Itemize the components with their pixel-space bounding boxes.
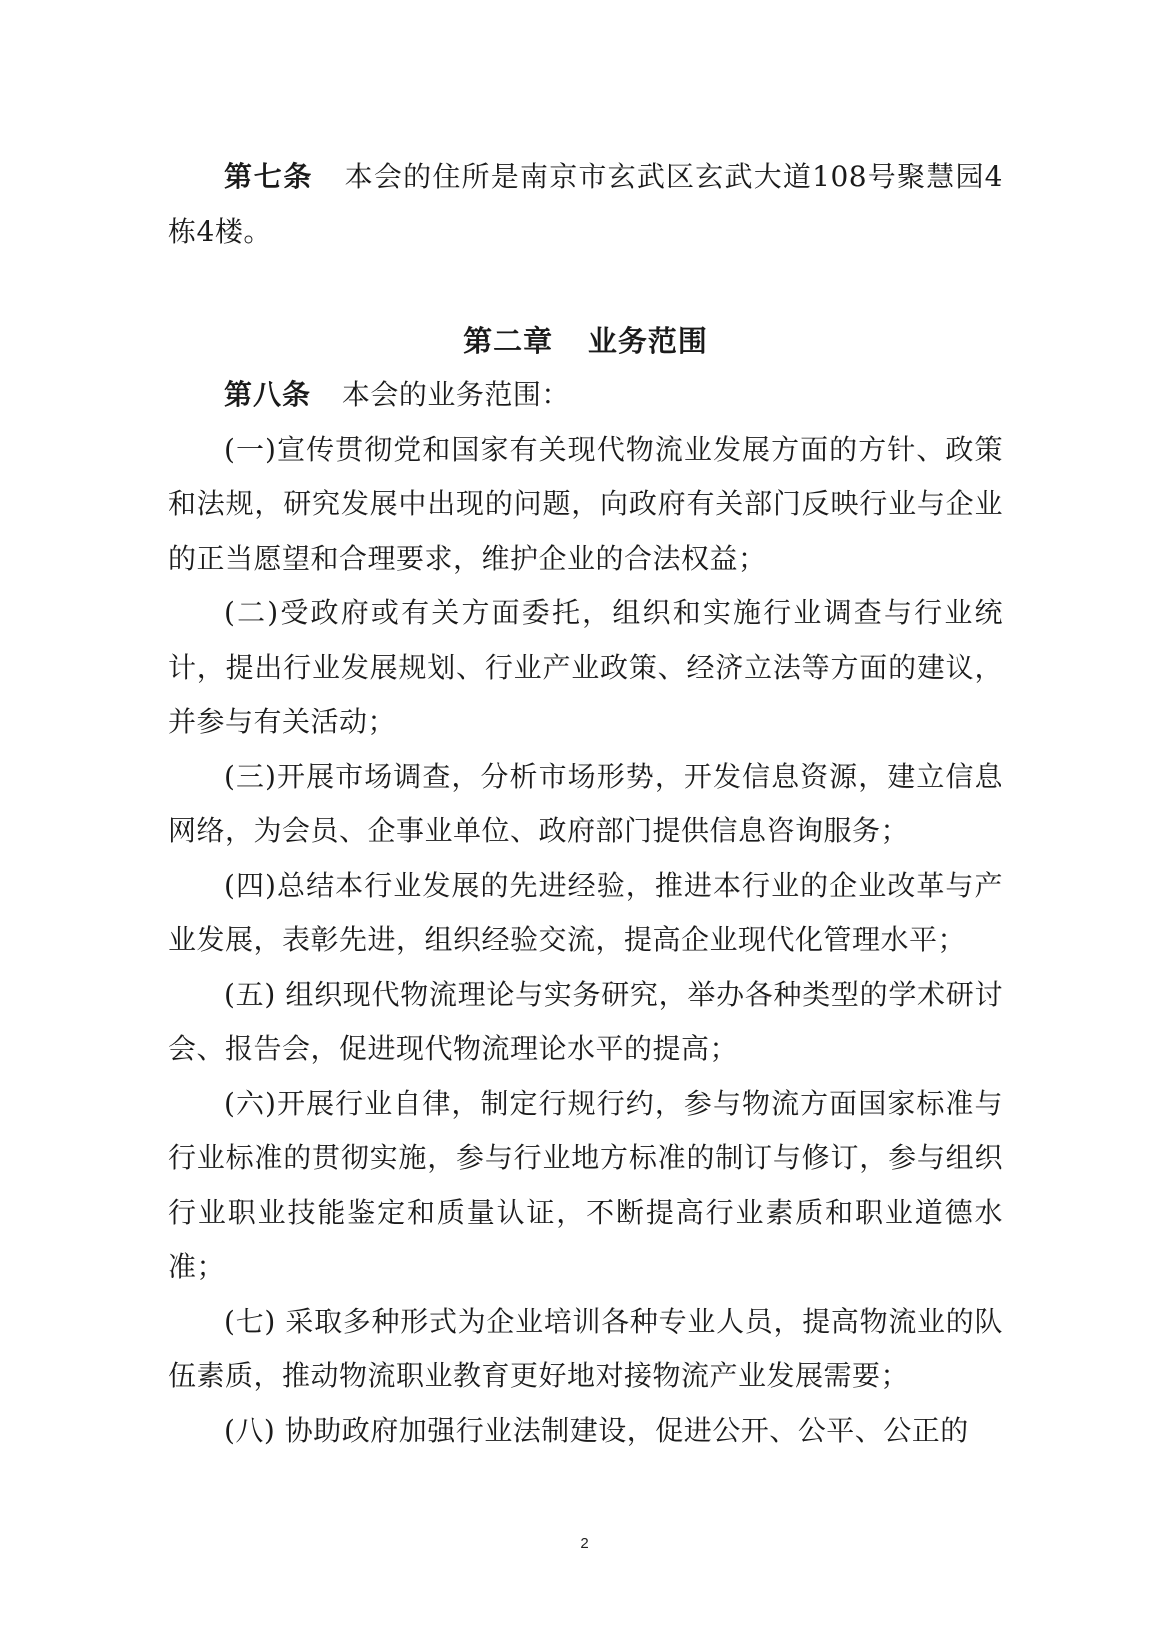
chapter-heading [168, 314, 1003, 368]
page-content [168, 150, 1003, 1458]
list-item: (六)开展行业自律，制定行规行约，参与物流方面国家标准与行业标准的贯彻实施，参与行业地方标准的制订与修订，参与组织行业职业技能鉴定和质量认证，不断提高行业素质和职业道德水准； [168, 1086, 1003, 1283]
list-item: (五) 组织现代物流理论与实务研究，举办各种类型的学术研讨会、报告会，促进现代物流理论水平的提高； [168, 977, 1003, 1065]
article-7 [168, 150, 1003, 259]
list-item: (八) 协助政府加强行业法制建设，促进公开、公平、公正的 [224, 1413, 969, 1447]
page-number: 2 [580, 1535, 589, 1552]
article-7-heading: 第七条 [224, 160, 314, 193]
list-item: (一)宣传贯彻党和国家有关现代物流业发展方面的方针、政策和法规，研究发展中出现的问题，向政府有关部门反映行业与企业的正当愿望和合理要求，维护企业的合法权益； [168, 432, 1003, 575]
article-8-heading: 第八条 [224, 378, 312, 411]
list-item: (七) 采取多种形式为企业培训各种专业人员，提高物流业的队伍素质，推动物流职业教育更好地对接物流产业发展需要； [168, 1304, 1003, 1392]
article-7-text: 本会的住所是南京市玄武区玄武大道108号聚慧园4栋4楼。 [168, 160, 1003, 248]
list-item: (二)受政府或有关方面委托，组织和实施行业调查与行业统计，提出行业发展规划、行业产业政策、经济立法等方面的建议，并参与有关活动； [168, 596, 1003, 738]
article-8 [168, 368, 1003, 423]
chapter-title: 业务范围 [587, 324, 708, 358]
list-item: (四)总结本行业发展的先进经验，推进本行业的企业改革与产业发展，表彰先进，组织经验交流，提高企业现代化管理水平； [168, 868, 1003, 956]
article-8-text: 本会的业务范围： [341, 378, 570, 411]
list-item: (三)开展市场调查，分析市场形势，开发信息资源，建立信息网络，为会员、企事业单位、政府部门提供信息咨询服务； [168, 759, 1003, 847]
chapter-number: 第二章 [463, 324, 554, 358]
